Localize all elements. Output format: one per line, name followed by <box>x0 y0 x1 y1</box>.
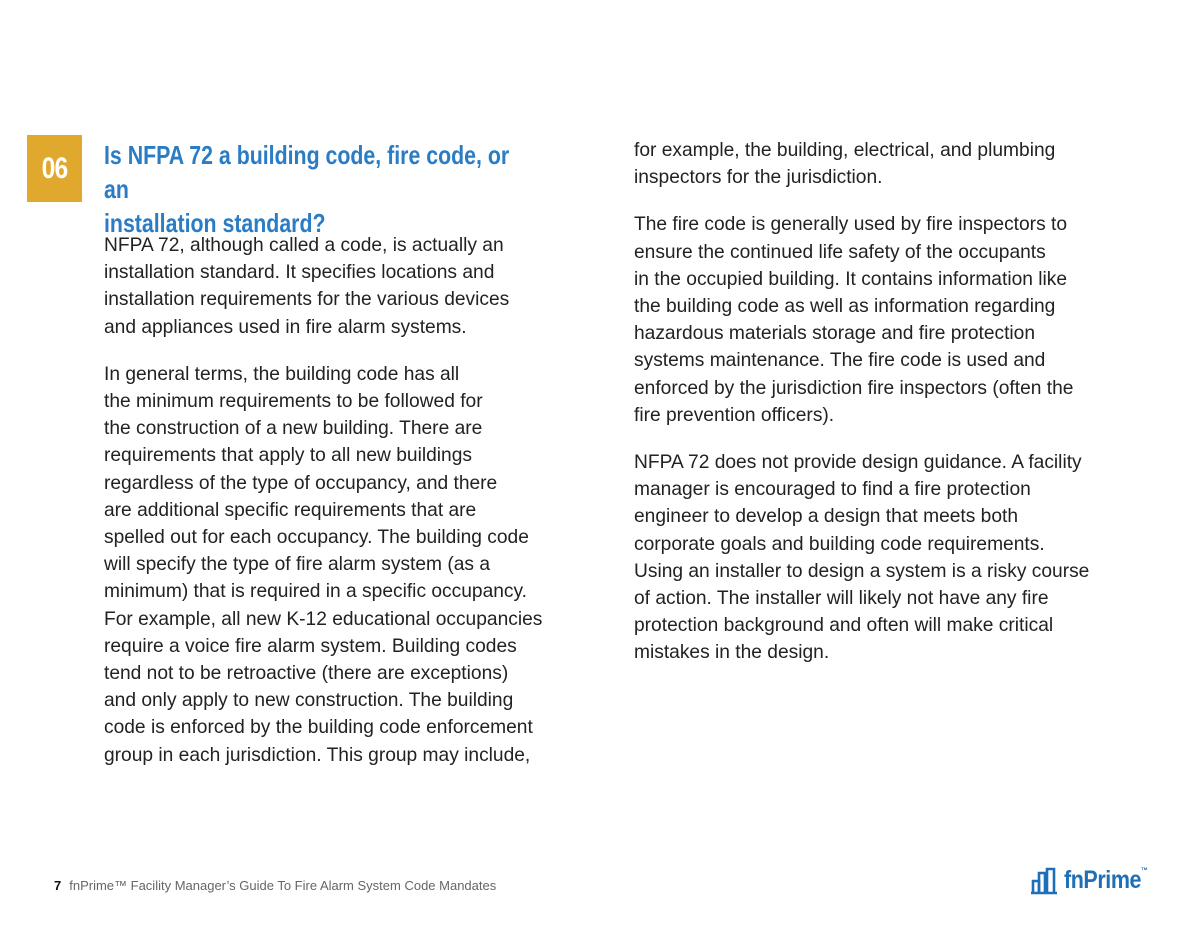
text-line: regardless of the type of occupancy, and there <box>104 472 498 494</box>
page-number: 7 <box>54 878 62 893</box>
text-line: For example, all new K-12 educational occupancies <box>104 608 543 630</box>
text-line: the minimum requirements to be followed for <box>104 391 483 413</box>
text-line: manager is encouraged to find a fire protection <box>634 479 1031 501</box>
text-line: code is enforced by the building code enforcement <box>104 717 533 739</box>
text-line: installation requirements for the various devices <box>104 289 510 311</box>
text-line: NFPA 72, although called a code, is actually an <box>104 235 504 256</box>
text-line: protection background and often will make critical <box>634 615 1054 637</box>
text-line: and appliances used in fire alarm systems. <box>104 316 467 338</box>
text-line: fire prevention officers). <box>634 404 835 426</box>
paragraph <box>634 137 1089 191</box>
text-line: require a voice fire alarm system. Building codes <box>104 635 517 657</box>
text-line: and only apply to new construction. The building <box>104 690 514 712</box>
text-line: hazardous materials storage and fire protection <box>634 323 1036 345</box>
text-line: of action. The installer will likely not have any fire <box>634 588 1049 610</box>
text-line: installation standard. It specifies locations and <box>104 262 495 284</box>
paragraph <box>634 449 1089 667</box>
text-line: mistakes in the design. <box>634 642 830 664</box>
text-line: engineer to develop a design that meets both <box>634 506 1019 528</box>
right-column <box>634 137 1089 667</box>
paragraph <box>634 211 1089 429</box>
heading-line: installation standard? <box>104 208 326 238</box>
section-number: 06 <box>41 151 68 185</box>
left-column <box>104 232 542 769</box>
logo-text <box>1064 866 1148 895</box>
paragraph <box>104 232 542 341</box>
text-line: spelled out for each occupancy. The building code <box>104 527 529 549</box>
section-heading <box>104 138 530 240</box>
building-icon <box>1030 867 1060 895</box>
text-line: Using an installer to design a system is a risky course <box>634 560 1090 582</box>
text-line: the construction of a new building. There are <box>104 418 483 440</box>
footer-title: fnPrime™ Facility Manager’s Guide To Fire Alarm System Code Mandates <box>69 878 497 893</box>
text-line: will specify the type of fire alarm system (as a <box>104 554 491 576</box>
text-line: corporate goals and building code requirements. <box>634 533 1045 555</box>
logo-wordmark: fnPrime <box>1064 866 1142 894</box>
text-line: are additional specific requirements that are <box>104 499 477 521</box>
text-line: NFPA 72 does not provide design guidance. A facility <box>634 452 1082 474</box>
text-line: group in each jurisdiction. This group may include, <box>104 744 531 766</box>
page-footer <box>54 878 496 893</box>
text-line: for example, the building, electrical, and plumbing <box>634 140 1056 161</box>
heading-line: Is NFPA 72 a building code, fire code, or an <box>104 140 510 204</box>
text-line: In general terms, the building code has all <box>104 363 460 385</box>
section-number-badge <box>27 135 82 202</box>
fnprime-logo <box>1030 866 1161 895</box>
text-line: minimum) that is required in a specific occupancy. <box>104 581 528 603</box>
logo-trademark: ™ <box>1141 866 1148 875</box>
text-line: The fire code is generally used by fire inspectors to <box>634 214 1068 236</box>
text-line: systems maintenance. The fire code is used and <box>634 350 1046 372</box>
text-line: enforced by the jurisdiction fire inspectors (often the <box>634 377 1074 399</box>
text-line: in the occupied building. It contains information like <box>634 268 1068 290</box>
text-line: the building code as well as information regarding <box>634 296 1056 318</box>
text-line: requirements that apply to all new buildings <box>104 445 472 467</box>
paragraph <box>104 361 542 769</box>
text-line: inspectors for the jurisdiction. <box>634 167 883 189</box>
text-line: tend not to be retroactive (there are exceptions) <box>104 663 509 685</box>
text-line: ensure the continued life safety of the occupants <box>634 241 1046 263</box>
